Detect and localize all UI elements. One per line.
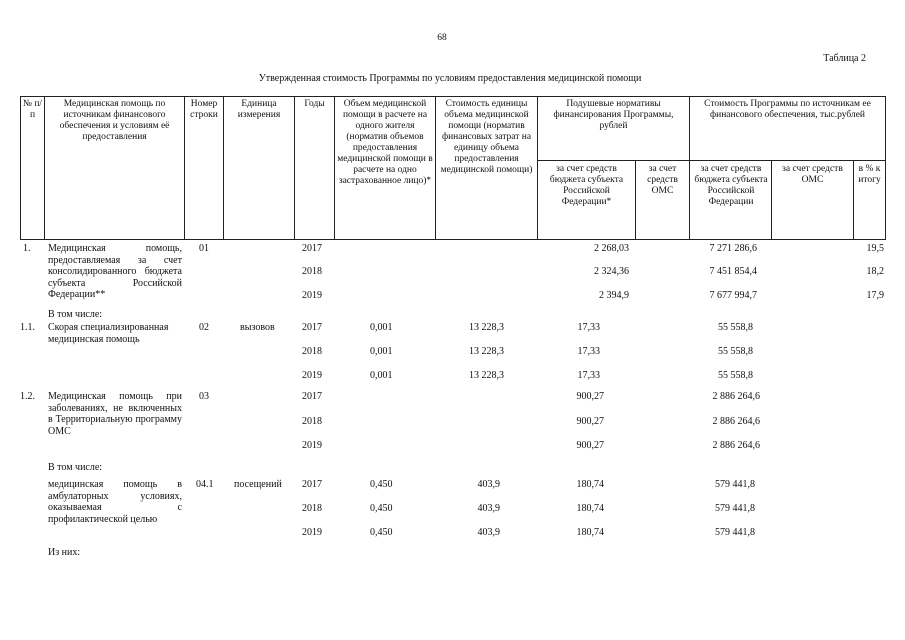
program-cost-budget: 2 886 264,6: [712, 416, 760, 427]
header-per-capita-oms: за счет средств ОМС: [647, 164, 678, 196]
program-cost-budget: 55 558,8: [718, 370, 753, 381]
per-capita-budget: 180,74: [576, 479, 604, 490]
program-cost-pct: 18,2: [866, 266, 884, 277]
year: 2019: [302, 370, 322, 381]
per-capita-budget: 180,74: [576, 503, 604, 514]
program-cost-budget: 579 441,8: [715, 527, 755, 538]
including-label: В том числе:: [48, 462, 103, 473]
of-them-label: Из них:: [48, 547, 81, 558]
volume: 0,450: [370, 527, 393, 538]
program-cost-budget: 579 441,8: [715, 503, 755, 514]
program-cost-budget: 7 677 994,7: [709, 290, 757, 301]
header-program-cost-oms: за счет средств ОМС: [782, 164, 843, 185]
year: 2017: [302, 243, 322, 254]
unit: посещений: [234, 479, 282, 490]
header-program-cost-budget: за счет средств бюджета субъекта Российской Федерации: [694, 164, 768, 207]
unit: вызовов: [240, 322, 275, 333]
including-label: В том числе:: [48, 309, 103, 320]
year: 2018: [302, 503, 322, 514]
row-num: 1.2.: [20, 391, 35, 402]
year: 2018: [302, 266, 322, 277]
cost: 403,9: [477, 503, 500, 514]
program-cost-pct: 17,9: [866, 290, 884, 301]
row-name: медицинская помощь в амбулаторных условиях, оказываемая с профилактической целью: [48, 479, 182, 525]
row-number: 04.1: [196, 479, 214, 490]
volume: 0,450: [370, 503, 393, 514]
header-care: Медицинская помощь по источникам финансового обеспечения и условиям её предоставления: [59, 99, 170, 142]
per-capita-budget: 17,33: [577, 322, 600, 333]
header-per-capita-budget: за счет средств бюджета субъекта Российской Федерации*: [549, 164, 624, 207]
row-number: 03: [199, 391, 209, 402]
page-number: 68: [437, 33, 447, 43]
program-cost-budget: 2 886 264,6: [712, 440, 760, 451]
per-capita-budget: 2 324,36: [594, 266, 629, 277]
per-capita-budget: 17,33: [577, 346, 600, 357]
year: 2019: [302, 440, 322, 451]
row-num: 1.: [23, 243, 31, 254]
per-capita-budget: 900,27: [576, 440, 604, 451]
cost: 403,9: [477, 527, 500, 538]
row-number: 02: [199, 322, 209, 333]
cost: 13 228,3: [469, 370, 504, 381]
header-program-cost-pct: в % к итогу: [858, 164, 881, 185]
program-cost-budget: 7 451 854,4: [709, 266, 757, 277]
year: 2017: [302, 479, 322, 490]
program-cost-budget: 55 558,8: [718, 322, 753, 333]
header-num: № п/п: [22, 99, 43, 120]
year: 2019: [302, 290, 322, 301]
year: 2019: [302, 527, 322, 538]
cost: 13 228,3: [469, 322, 504, 333]
header-cost: Стоимость единицы объема медицинской помощи (норматив финансовых затрат на единицу объема предоставления медицинской помощи): [440, 99, 533, 175]
year: 2018: [302, 416, 322, 427]
program-cost-budget: 55 558,8: [718, 346, 753, 357]
per-capita-budget: 2 268,03: [594, 243, 629, 254]
header-volume: Объем медицинской помощи в расчете на одного жителя (норматив объемов предоставления медицинской помощи в расчете на одно застрахованное лицо)*: [337, 99, 433, 186]
year: 2017: [302, 322, 322, 333]
table-title: Утвержденная стоимость Программы по условиям предоставления медицинской помощи: [258, 73, 642, 84]
program-cost-budget: 579 441,8: [715, 479, 755, 490]
table-label: Таблица 2: [823, 53, 866, 64]
volume: 0,001: [370, 346, 393, 357]
program-cost-pct: 19,5: [866, 243, 884, 254]
row-num: 1.1.: [20, 322, 35, 333]
row-name: Скорая специализированная медицинская помощь: [48, 322, 169, 345]
volume: 0,001: [370, 322, 393, 333]
header-years: Годы: [304, 99, 325, 109]
cost: 13 228,3: [469, 346, 504, 357]
year: 2017: [302, 391, 322, 402]
row-name: Медицинская помощь, предоставляемая за счет консолидированного бюджета субъекта Российской Федерации**: [48, 243, 182, 300]
cost: 403,9: [477, 479, 500, 490]
program-cost-budget: 7 271 286,6: [709, 243, 757, 254]
per-capita-budget: 2 394,9: [599, 290, 629, 301]
program-cost-budget: 2 886 264,6: [712, 391, 760, 402]
volume: 0,001: [370, 370, 393, 381]
per-capita-budget: 900,27: [576, 391, 604, 402]
per-capita-budget: 180,74: [576, 527, 604, 538]
row-number: 01: [199, 243, 209, 254]
header-per-capita: Подушевые нормативы финансирования Программы, рублей: [553, 99, 674, 131]
per-capita-budget: 17,33: [577, 370, 600, 381]
header-row-number: Номер строки: [190, 99, 218, 120]
header-unit: Единица измерения: [237, 99, 281, 120]
per-capita-budget: 900,27: [576, 416, 604, 427]
row-name: Медицинская помощь при заболеваниях, не включенных в Территориальную программу ОМС: [48, 391, 182, 437]
year: 2018: [302, 346, 322, 357]
volume: 0,450: [370, 479, 393, 490]
header-program-cost: Стоимость Программы по источникам ее финансового обеспечения, тыс.рублей: [704, 99, 871, 120]
